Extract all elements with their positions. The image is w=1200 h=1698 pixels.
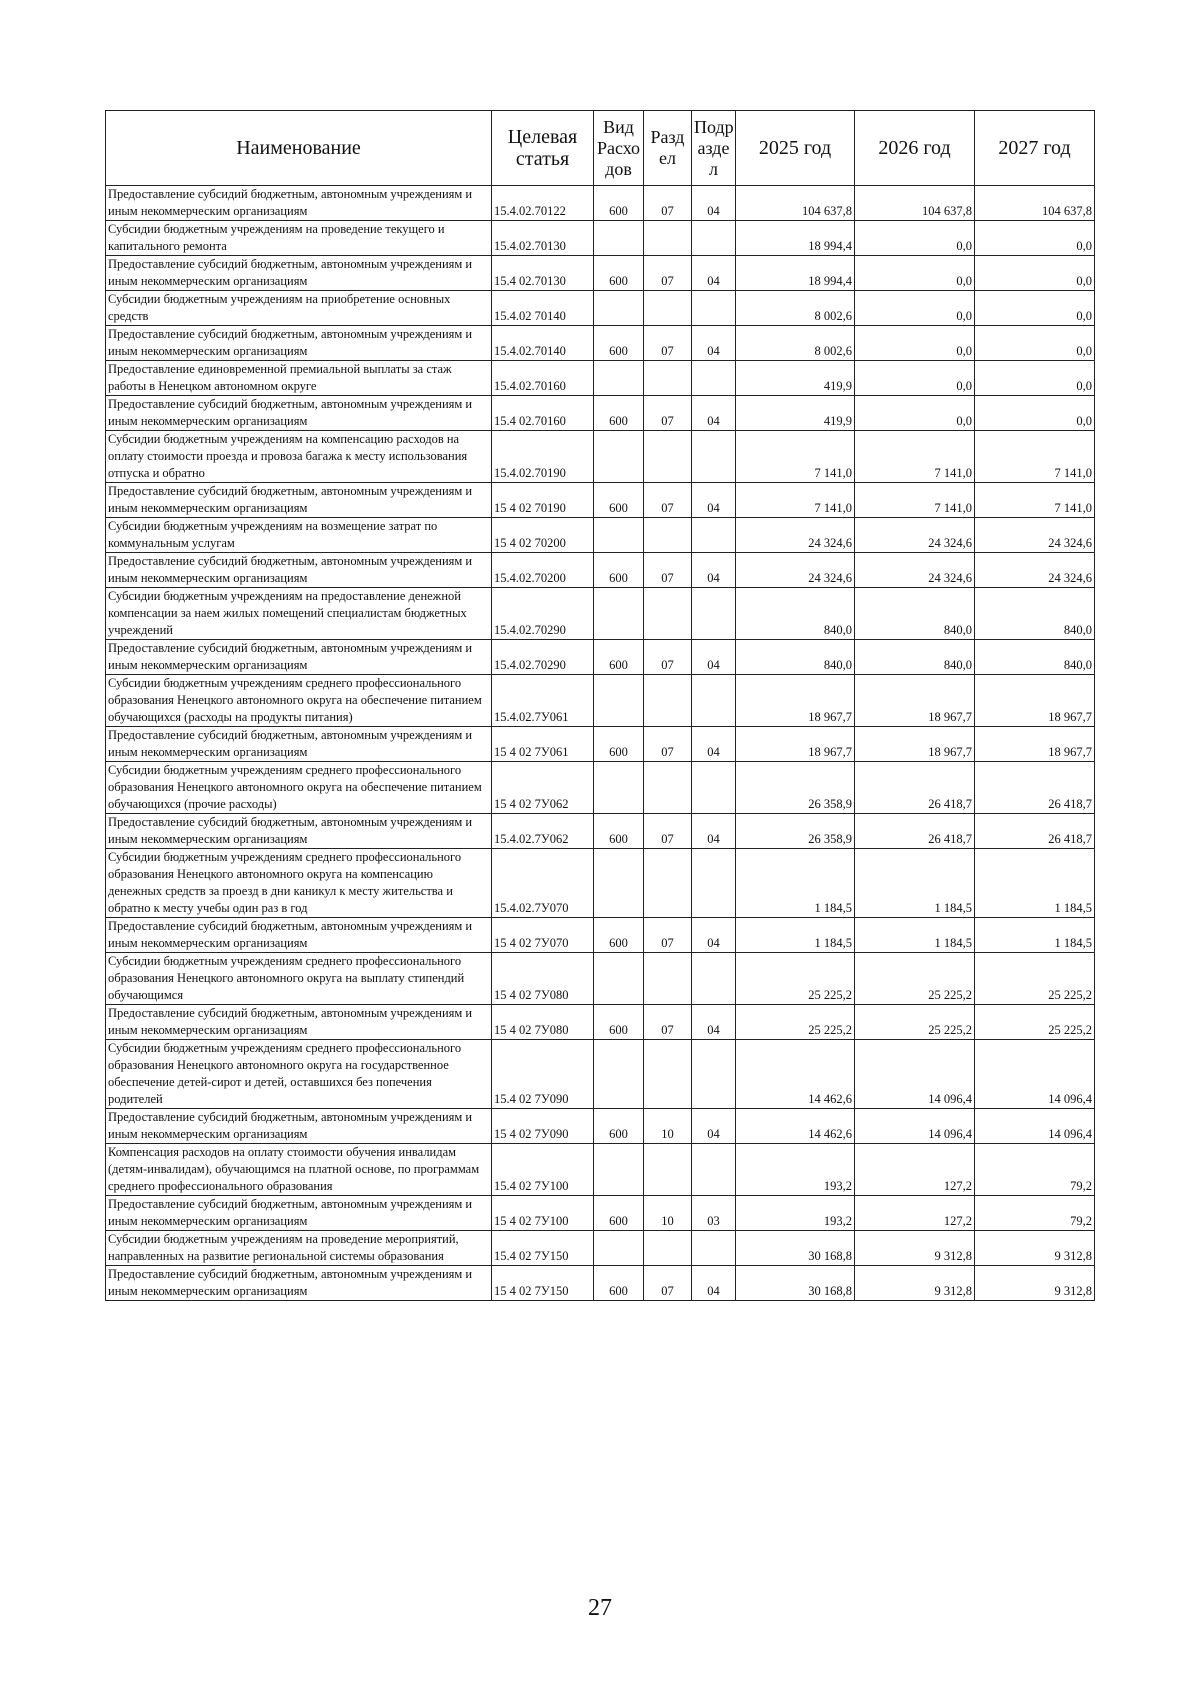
cell-name: Субсидии бюджетным учреждениям среднего профессионального образования Ненецкого автономного округа на обеспечение питанием обучающихся (расходы на продукты питания) (106, 675, 492, 727)
cell-expense-type (594, 675, 644, 727)
cell-subsection: 04 (692, 814, 736, 849)
cell-2025: 24 324,6 (736, 518, 855, 553)
cell-2027: 7 141,0 (975, 483, 1095, 518)
cell-target-article: 15.4 02.70160 (492, 396, 594, 431)
cell-section: 10 (644, 1196, 692, 1231)
cell-name: Предоставление субсидий бюджетным, автономным учреждениям и иным некоммерческим организациям (106, 1266, 492, 1301)
cell-target-article: 15.4.02.70290 (492, 640, 594, 675)
cell-2026: 9 312,8 (855, 1231, 975, 1266)
budget-table (105, 110, 1095, 1301)
cell-2027: 1 184,5 (975, 849, 1095, 918)
cell-section (644, 762, 692, 814)
cell-expense-type: 600 (594, 727, 644, 762)
cell-2027: 18 967,7 (975, 675, 1095, 727)
cell-expense-type: 600 (594, 326, 644, 361)
table-row (106, 186, 1095, 221)
cell-name: Предоставление субсидий бюджетным, автономным учреждениям и иным некоммерческим организациям (106, 186, 492, 221)
cell-expense-type (594, 291, 644, 326)
cell-2027: 26 418,7 (975, 814, 1095, 849)
cell-2027: 14 096,4 (975, 1109, 1095, 1144)
cell-2025: 24 324,6 (736, 553, 855, 588)
cell-section (644, 518, 692, 553)
cell-2027: 79,2 (975, 1144, 1095, 1196)
cell-name: Предоставление субсидий бюджетным, автономным учреждениям и иным некоммерческим организациям (106, 326, 492, 361)
cell-2027: 0,0 (975, 291, 1095, 326)
cell-target-article: 15.4.02.70130 (492, 221, 594, 256)
cell-2027: 18 967,7 (975, 727, 1095, 762)
cell-2027: 26 418,7 (975, 762, 1095, 814)
cell-section: 07 (644, 727, 692, 762)
cell-subsection: 04 (692, 640, 736, 675)
cell-2025: 7 141,0 (736, 483, 855, 518)
cell-2025: 840,0 (736, 588, 855, 640)
header-year-2027: 2027 год (975, 111, 1095, 186)
cell-2025: 104 637,8 (736, 186, 855, 221)
table-row (106, 762, 1095, 814)
cell-expense-type: 600 (594, 640, 644, 675)
cell-2025: 1 184,5 (736, 849, 855, 918)
cell-2027: 0,0 (975, 361, 1095, 396)
cell-2026: 0,0 (855, 396, 975, 431)
cell-2025: 14 462,6 (736, 1040, 855, 1109)
cell-expense-type (594, 1040, 644, 1109)
cell-2025: 18 967,7 (736, 727, 855, 762)
cell-expense-type (594, 849, 644, 918)
table-row (106, 256, 1095, 291)
cell-expense-type: 600 (594, 553, 644, 588)
cell-target-article: 15 4 02 7У100 (492, 1196, 594, 1231)
cell-section: 10 (644, 1109, 692, 1144)
cell-name: Субсидии бюджетным учреждениям среднего профессионального образования Ненецкого автономного округа на обеспечение питанием обучающихся (прочие расходы) (106, 762, 492, 814)
cell-subsection (692, 588, 736, 640)
cell-expense-type: 600 (594, 483, 644, 518)
cell-2025: 840,0 (736, 640, 855, 675)
cell-2026: 127,2 (855, 1196, 975, 1231)
cell-2026: 18 967,7 (855, 727, 975, 762)
cell-2026: 9 312,8 (855, 1266, 975, 1301)
cell-target-article: 15 4 02 70200 (492, 518, 594, 553)
table-row (106, 588, 1095, 640)
cell-name: Предоставление единовременной премиальной выплаты за стаж работы в Ненецком автономном округе (106, 361, 492, 396)
cell-name: Субсидии бюджетным учреждениям среднего профессионального образования Ненецкого автономного округа на выплату стипендий обучающимся (106, 953, 492, 1005)
cell-subsection (692, 762, 736, 814)
table-row (106, 814, 1095, 849)
cell-name: Предоставление субсидий бюджетным, автономным учреждениям и иным некоммерческим организациям (106, 1005, 492, 1040)
cell-target-article: 15.4 02 7У090 (492, 1040, 594, 1109)
cell-section (644, 291, 692, 326)
cell-2025: 8 002,6 (736, 291, 855, 326)
table-row (106, 1040, 1095, 1109)
cell-2027: 25 225,2 (975, 1005, 1095, 1040)
cell-expense-type: 600 (594, 396, 644, 431)
cell-subsection: 04 (692, 326, 736, 361)
cell-subsection: 04 (692, 727, 736, 762)
cell-2025: 419,9 (736, 361, 855, 396)
cell-target-article: 15.4.02.70122 (492, 186, 594, 221)
cell-subsection: 03 (692, 1196, 736, 1231)
cell-2027: 14 096,4 (975, 1040, 1095, 1109)
cell-subsection: 04 (692, 1266, 736, 1301)
cell-target-article: 15.4.02.70160 (492, 361, 594, 396)
cell-subsection (692, 849, 736, 918)
cell-section (644, 431, 692, 483)
cell-2025: 193,2 (736, 1196, 855, 1231)
cell-subsection (692, 361, 736, 396)
cell-section: 07 (644, 1266, 692, 1301)
cell-expense-type (594, 431, 644, 483)
table-row (106, 361, 1095, 396)
cell-target-article: 15.4 02 7У150 (492, 1231, 594, 1266)
cell-2025: 7 141,0 (736, 431, 855, 483)
cell-2027: 0,0 (975, 396, 1095, 431)
cell-2026: 7 141,0 (855, 483, 975, 518)
cell-name: Субсидии бюджетным учреждениям на предоставление денежной компенсации за наем жилых помещений специалистам бюджетных учреждений (106, 588, 492, 640)
cell-section (644, 953, 692, 1005)
header-section: Разд ел (644, 111, 692, 186)
cell-name: Субсидии бюджетным учреждениям на возмещение затрат по коммунальным услугам (106, 518, 492, 553)
cell-expense-type: 600 (594, 1266, 644, 1301)
cell-target-article: 15.4.02.7У062 (492, 814, 594, 849)
cell-section: 07 (644, 186, 692, 221)
cell-name: Предоставление субсидий бюджетным, автономным учреждениям и иным некоммерческим организациям (106, 640, 492, 675)
cell-2025: 1 184,5 (736, 918, 855, 953)
cell-name: Предоставление субсидий бюджетным, автономным учреждениям и иным некоммерческим организациям (106, 918, 492, 953)
cell-2027: 840,0 (975, 588, 1095, 640)
cell-name: Предоставление субсидий бюджетным, автономным учреждениям и иным некоммерческим организациям (106, 553, 492, 588)
cell-expense-type (594, 361, 644, 396)
cell-2027: 0,0 (975, 221, 1095, 256)
header-subsection: Подр азде л (692, 111, 736, 186)
cell-2026: 7 141,0 (855, 431, 975, 483)
cell-name: Предоставление субсидий бюджетным, автономным учреждениям и иным некоммерческим организациям (106, 396, 492, 431)
cell-target-article: 15.4.02.7У070 (492, 849, 594, 918)
cell-section: 07 (644, 814, 692, 849)
cell-2025: 25 225,2 (736, 953, 855, 1005)
header-name: Наименование (106, 111, 492, 186)
table-row (106, 1231, 1095, 1266)
cell-name: Предоставление субсидий бюджетным, автономным учреждениям и иным некоммерческим организациям (106, 483, 492, 518)
table-row (106, 918, 1095, 953)
header-target-article: Целевая статья (492, 111, 594, 186)
cell-subsection: 04 (692, 256, 736, 291)
cell-2026: 840,0 (855, 588, 975, 640)
cell-target-article: 15.4.02 70140 (492, 291, 594, 326)
cell-2025: 30 168,8 (736, 1266, 855, 1301)
cell-expense-type (594, 221, 644, 256)
cell-2025: 18 994,4 (736, 256, 855, 291)
cell-2027: 24 324,6 (975, 553, 1095, 588)
cell-section (644, 361, 692, 396)
cell-2026: 104 637,8 (855, 186, 975, 221)
table-row (106, 518, 1095, 553)
cell-2026: 0,0 (855, 326, 975, 361)
cell-subsection (692, 518, 736, 553)
cell-subsection (692, 291, 736, 326)
cell-target-article: 15 4 02 7У090 (492, 1109, 594, 1144)
cell-subsection (692, 1144, 736, 1196)
cell-2026: 127,2 (855, 1144, 975, 1196)
cell-name: Субсидии бюджетным учреждениям на проведение текущего и капитального ремонта (106, 221, 492, 256)
table-row (106, 1196, 1095, 1231)
cell-expense-type: 600 (594, 1109, 644, 1144)
cell-2025: 30 168,8 (736, 1231, 855, 1266)
table-row (106, 1266, 1095, 1301)
cell-name: Предоставление субсидий бюджетным, автономным учреждениям и иным некоммерческим организациям (106, 1196, 492, 1231)
cell-2026: 18 967,7 (855, 675, 975, 727)
cell-section: 07 (644, 918, 692, 953)
cell-section (644, 221, 692, 256)
table-body (106, 186, 1095, 1301)
cell-subsection: 04 (692, 1005, 736, 1040)
cell-section (644, 1144, 692, 1196)
cell-expense-type (594, 762, 644, 814)
cell-2025: 193,2 (736, 1144, 855, 1196)
cell-target-article: 15 4 02 7У150 (492, 1266, 594, 1301)
cell-2027: 840,0 (975, 640, 1095, 675)
cell-expense-type: 600 (594, 918, 644, 953)
table-row (106, 849, 1095, 918)
cell-2025: 26 358,9 (736, 814, 855, 849)
table-row (106, 1109, 1095, 1144)
cell-2027: 0,0 (975, 326, 1095, 361)
cell-name: Предоставление субсидий бюджетным, автономным учреждениям и иным некоммерческим организациям (106, 814, 492, 849)
cell-expense-type (594, 1231, 644, 1266)
cell-2027: 9 312,8 (975, 1231, 1095, 1266)
cell-target-article: 15 4 02 7У070 (492, 918, 594, 953)
cell-section (644, 1231, 692, 1266)
cell-name: Предоставление субсидий бюджетным, автономным учреждениям и иным некоммерческим организациям (106, 256, 492, 291)
cell-section: 07 (644, 256, 692, 291)
cell-2025: 14 462,6 (736, 1109, 855, 1144)
cell-expense-type: 600 (594, 1196, 644, 1231)
cell-target-article: 15 4 02 7У080 (492, 953, 594, 1005)
cell-section (644, 588, 692, 640)
cell-2026: 14 096,4 (855, 1109, 975, 1144)
cell-target-article: 15.4.02.70190 (492, 431, 594, 483)
cell-2026: 25 225,2 (855, 1005, 975, 1040)
cell-expense-type (594, 588, 644, 640)
cell-expense-type: 600 (594, 256, 644, 291)
cell-subsection: 04 (692, 396, 736, 431)
cell-2026: 25 225,2 (855, 953, 975, 1005)
cell-2025: 8 002,6 (736, 326, 855, 361)
cell-2027: 1 184,5 (975, 918, 1095, 953)
cell-name: Субсидии бюджетным учреждениям среднего профессионального образования Ненецкого автономного округа на государственное обеспечение детей-сирот и детей, оставшихся без попечения родителей (106, 1040, 492, 1109)
cell-subsection (692, 1231, 736, 1266)
table-row (106, 291, 1095, 326)
table-row (106, 953, 1095, 1005)
cell-subsection: 04 (692, 553, 736, 588)
cell-2026: 0,0 (855, 256, 975, 291)
table-row (106, 1144, 1095, 1196)
cell-2026: 1 184,5 (855, 849, 975, 918)
cell-subsection (692, 1040, 736, 1109)
cell-expense-type (594, 518, 644, 553)
cell-target-article: 15.4 02.70130 (492, 256, 594, 291)
cell-section (644, 675, 692, 727)
cell-subsection: 04 (692, 918, 736, 953)
cell-subsection: 04 (692, 1109, 736, 1144)
cell-section (644, 849, 692, 918)
header-year-2026: 2026 год (855, 111, 975, 186)
cell-subsection: 04 (692, 483, 736, 518)
cell-target-article: 15 4 02 7У062 (492, 762, 594, 814)
cell-2027: 9 312,8 (975, 1266, 1095, 1301)
cell-target-article: 15.4.02.70290 (492, 588, 594, 640)
cell-target-article: 15 4 02 7У080 (492, 1005, 594, 1040)
cell-2026: 26 418,7 (855, 814, 975, 849)
cell-2027: 0,0 (975, 256, 1095, 291)
cell-target-article: 15.4 02 7У100 (492, 1144, 594, 1196)
cell-2026: 0,0 (855, 361, 975, 396)
cell-target-article: 15.4.02.70200 (492, 553, 594, 588)
cell-2025: 25 225,2 (736, 1005, 855, 1040)
cell-section: 07 (644, 326, 692, 361)
table-row (106, 553, 1095, 588)
cell-expense-type (594, 953, 644, 1005)
cell-2026: 1 184,5 (855, 918, 975, 953)
cell-section: 07 (644, 1005, 692, 1040)
cell-subsection (692, 953, 736, 1005)
cell-expense-type: 600 (594, 814, 644, 849)
table-header-row (106, 111, 1095, 186)
cell-2025: 18 967,7 (736, 675, 855, 727)
page-number: 27 (588, 1595, 612, 1621)
cell-target-article: 15 4 02 70190 (492, 483, 594, 518)
cell-2027: 7 141,0 (975, 431, 1095, 483)
cell-expense-type: 600 (594, 186, 644, 221)
cell-2026: 26 418,7 (855, 762, 975, 814)
cell-name: Компенсация расходов на оплату стоимости обучения инвалидам (детям-инвалидам), обучающимся на платной основе, по программам среднего профессионального образования (106, 1144, 492, 1196)
cell-subsection (692, 675, 736, 727)
cell-subsection: 04 (692, 186, 736, 221)
cell-subsection (692, 221, 736, 256)
cell-name: Субсидии бюджетным учреждениям на приобретение основных средств (106, 291, 492, 326)
cell-name: Предоставление субсидий бюджетным, автономным учреждениям и иным некоммерческим организациям (106, 727, 492, 762)
table-row (106, 431, 1095, 483)
cell-target-article: 15.4.02.7У061 (492, 675, 594, 727)
cell-2027: 79,2 (975, 1196, 1095, 1231)
cell-subsection (692, 431, 736, 483)
cell-section (644, 1040, 692, 1109)
table-row (106, 221, 1095, 256)
header-expense-type: Вид Расхо дов (594, 111, 644, 186)
cell-2026: 14 096,4 (855, 1040, 975, 1109)
cell-section: 07 (644, 396, 692, 431)
table-row (106, 640, 1095, 675)
cell-2026: 840,0 (855, 640, 975, 675)
cell-section: 07 (644, 640, 692, 675)
cell-expense-type (594, 1144, 644, 1196)
table-row (106, 1005, 1095, 1040)
cell-name: Субсидии бюджетным учреждениям на проведение мероприятий, направленных на развитие региональной системы образования (106, 1231, 492, 1266)
cell-2027: 104 637,8 (975, 186, 1095, 221)
cell-name: Субсидии бюджетным учреждениям на компенсацию расходов на оплату стоимости проезда и провоза багажа к месту использования отпуска и обратно (106, 431, 492, 483)
cell-section: 07 (644, 553, 692, 588)
table-row (106, 727, 1095, 762)
table-row (106, 483, 1095, 518)
cell-2026: 0,0 (855, 291, 975, 326)
header-year-2025: 2025 год (736, 111, 855, 186)
cell-target-article: 15 4 02 7У061 (492, 727, 594, 762)
table-row (106, 326, 1095, 361)
cell-2026: 24 324,6 (855, 518, 975, 553)
table-row (106, 675, 1095, 727)
cell-2026: 24 324,6 (855, 553, 975, 588)
cell-name: Предоставление субсидий бюджетным, автономным учреждениям и иным некоммерческим организациям (106, 1109, 492, 1144)
cell-2025: 26 358,9 (736, 762, 855, 814)
cell-2025: 419,9 (736, 396, 855, 431)
cell-expense-type: 600 (594, 1005, 644, 1040)
cell-2025: 18 994,4 (736, 221, 855, 256)
cell-2027: 25 225,2 (975, 953, 1095, 1005)
table-row (106, 396, 1095, 431)
cell-2026: 0,0 (855, 221, 975, 256)
cell-name: Субсидии бюджетным учреждениям среднего профессионального образования Ненецкого автономного округа на компенсацию денежных средств за проезд в дни каникул к месту жительства и обратно к месту учебы один раз в год (106, 849, 492, 918)
cell-2027: 24 324,6 (975, 518, 1095, 553)
cell-target-article: 15.4.02.70140 (492, 326, 594, 361)
cell-section: 07 (644, 483, 692, 518)
